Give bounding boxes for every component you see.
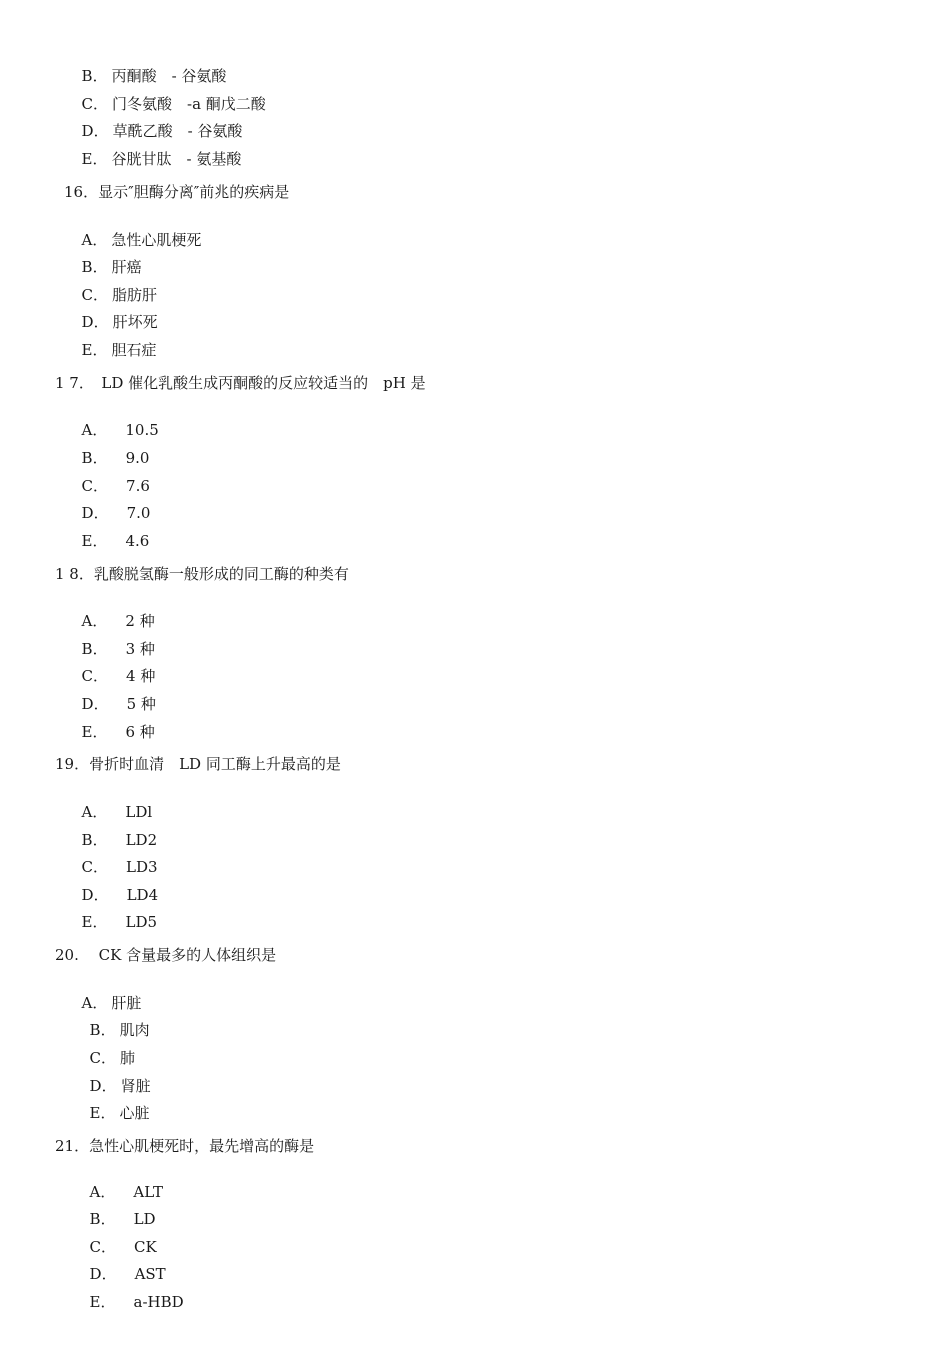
option-letter: D． xyxy=(81,122,109,140)
q19-stem: 19．骨折时血清 LD 同工酶上升最高的是 xyxy=(55,755,341,773)
option-text: LD4 xyxy=(126,886,159,904)
option-letter: C． xyxy=(81,286,109,304)
option-text: 肝癌 xyxy=(111,258,142,276)
q15-option-e xyxy=(72,129,242,168)
q15-option-c xyxy=(72,74,266,113)
q21-option-c xyxy=(80,1217,157,1256)
option-letter: D． xyxy=(81,695,109,713)
option-text: 肺 xyxy=(120,1049,136,1067)
option-letter: C． xyxy=(81,858,109,876)
option-letter: D． xyxy=(81,886,109,904)
q18-option-d xyxy=(72,674,156,713)
option-letter: C． xyxy=(89,1049,117,1067)
option-letter: B． xyxy=(81,67,108,85)
option-letter: A． xyxy=(81,612,108,630)
option-text: AST xyxy=(134,1265,166,1283)
q20-option-b xyxy=(80,1000,150,1039)
option-text: 9.0 xyxy=(125,449,150,467)
q18-option-e xyxy=(72,702,155,741)
q19-option-b xyxy=(72,810,158,849)
option-text: 肾脏 xyxy=(120,1077,151,1095)
q15-option-b xyxy=(72,46,227,85)
option-text: 7.6 xyxy=(126,477,150,495)
option-text: 6 种 xyxy=(125,723,155,741)
option-text: 草酰乙酸 - 谷氨酸 xyxy=(112,122,243,140)
q20-option-a xyxy=(72,973,142,1012)
option-letter: D． xyxy=(81,504,109,522)
option-letter: B． xyxy=(81,831,108,849)
option-letter: D． xyxy=(81,313,109,331)
q16-option-b xyxy=(72,237,142,276)
option-letter: E． xyxy=(89,1293,116,1311)
option-text: 胆石症 xyxy=(111,341,157,359)
q17-option-d xyxy=(72,483,151,522)
option-letter: B． xyxy=(81,449,108,467)
option-letter: D． xyxy=(89,1077,117,1095)
option-text: 7.0 xyxy=(126,504,151,522)
option-text: 肌肉 xyxy=(119,1021,150,1039)
option-text: 2 种 xyxy=(125,612,155,630)
option-letter: E． xyxy=(81,723,108,741)
q19-option-a xyxy=(72,782,153,821)
option-letter: A． xyxy=(81,231,108,249)
option-text: 3 种 xyxy=(125,640,155,658)
option-letter: B． xyxy=(89,1021,116,1039)
q17-option-c xyxy=(72,456,150,495)
option-text: 10.5 xyxy=(125,421,159,439)
q17-option-a xyxy=(72,400,159,439)
option-text: 5 种 xyxy=(126,695,156,713)
option-text: 谷胱甘肽 - 氨基酸 xyxy=(111,150,242,168)
option-text: 急性心肌梗死 xyxy=(111,231,202,249)
q18-option-a xyxy=(72,591,155,630)
q18-option-b xyxy=(72,619,155,658)
q20-option-d xyxy=(80,1056,151,1095)
option-text: ALT xyxy=(133,1183,163,1201)
q20-stem: 20. CK 含量最多的人体组织是 xyxy=(55,946,277,964)
q19-option-d xyxy=(72,865,159,904)
option-letter: B． xyxy=(89,1210,116,1228)
q17-option-e xyxy=(72,511,150,550)
q19-option-c xyxy=(72,837,158,876)
q18-stem: 1 8．乳酸脱氢酶一般形成的同工酶的种类有 xyxy=(55,565,349,583)
option-text: CK xyxy=(134,1238,157,1256)
option-text: a-HBD xyxy=(133,1293,184,1311)
q21-option-a xyxy=(80,1162,163,1201)
q18-option-c xyxy=(72,646,156,685)
option-letter: A． xyxy=(81,994,108,1012)
option-letter: B． xyxy=(81,258,108,276)
q15-option-d xyxy=(72,101,243,140)
option-letter: E． xyxy=(81,341,108,359)
option-text: 肝坏死 xyxy=(112,313,158,331)
option-text: LD5 xyxy=(125,913,158,931)
option-letter: C． xyxy=(81,95,109,113)
option-text: 4.6 xyxy=(125,532,150,550)
q16-option-a xyxy=(72,210,202,249)
option-letter: E． xyxy=(81,532,108,550)
option-letter: B． xyxy=(81,640,108,658)
q20-option-c xyxy=(80,1028,136,1067)
q16-option-e xyxy=(72,320,157,359)
q17-stem: 1 7． LD 催化乳酸生成丙酮酸的反应较适当的 pH 是 xyxy=(55,374,426,392)
option-letter: D． xyxy=(89,1265,117,1283)
option-letter: E． xyxy=(81,150,108,168)
option-text: 4 种 xyxy=(126,667,156,685)
option-letter: A． xyxy=(89,1183,116,1201)
option-letter: E． xyxy=(81,913,108,931)
option-text: LDl xyxy=(125,803,153,821)
option-letter: A． xyxy=(81,421,108,439)
q19-option-e xyxy=(72,892,158,931)
option-text: 脂肪肝 xyxy=(112,286,158,304)
option-text: LD3 xyxy=(126,858,158,876)
q16-option-d xyxy=(72,292,158,331)
option-text: 心脏 xyxy=(119,1104,150,1122)
option-letter: C． xyxy=(89,1238,117,1256)
q20-option-e xyxy=(80,1083,150,1122)
option-letter: E． xyxy=(89,1104,116,1122)
q16-stem: 16．显示″胆酶分离″前兆的疾病是 xyxy=(64,183,290,201)
option-text: 丙酮酸 - 谷氨酸 xyxy=(111,67,227,85)
q16-option-c xyxy=(72,265,158,304)
q21-stem: 21．急性心肌梗死时，最先增高的酶是 xyxy=(55,1137,315,1155)
option-text: LD xyxy=(133,1210,156,1228)
option-letter: C． xyxy=(81,667,109,685)
option-text: 门冬氨酸 -a 酮戊二酸 xyxy=(112,95,266,113)
option-letter: C． xyxy=(81,477,109,495)
q21-option-b xyxy=(80,1189,156,1228)
q21-option-d xyxy=(80,1244,166,1283)
q17-option-b xyxy=(72,428,150,467)
option-text: LD2 xyxy=(125,831,158,849)
option-text: 肝脏 xyxy=(111,994,142,1012)
q21-option-e xyxy=(80,1272,184,1311)
option-letter: A． xyxy=(81,803,108,821)
